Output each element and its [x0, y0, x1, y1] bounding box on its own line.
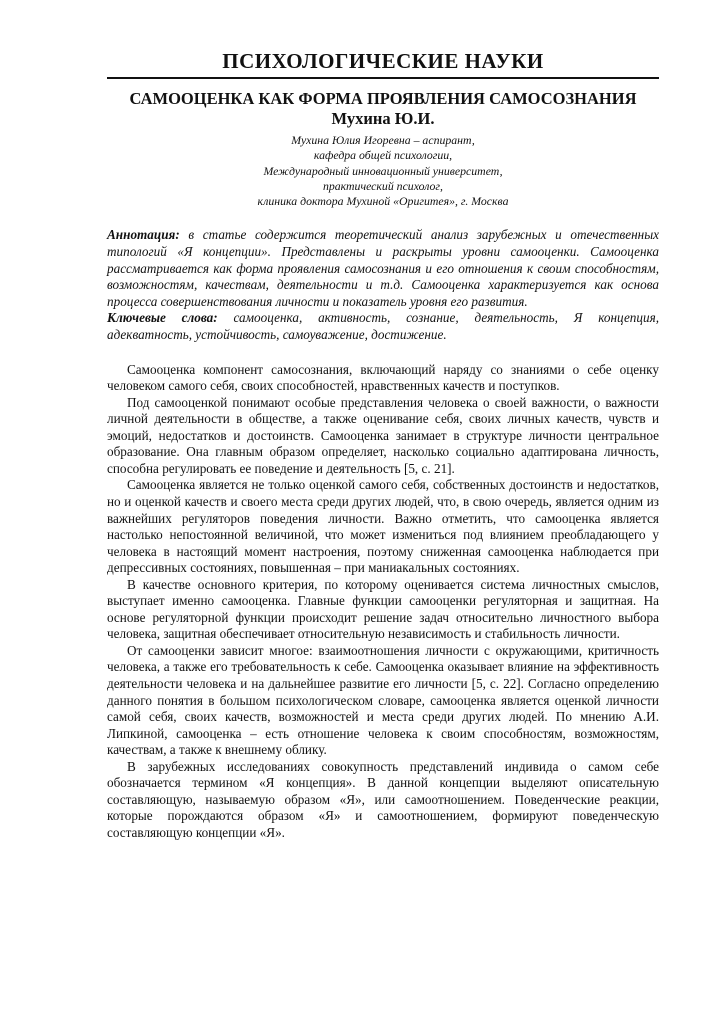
abstract-label: Аннотация:	[107, 227, 180, 243]
abstract	[107, 227, 659, 310]
body-paragraph: Самооценка является не только оценкой самого себя, собственных достоинств и недостатков, но и оценкой качеств и своего места среди других людей, что, в свою очередь, является одним из важнейших регуляторов поведения личности. Важно отметить, что самооценка является настолько непостоянной величиной, что может измениться под влиянием преобладающего у человека в настоящий момент настроения, поэтому сниженная самооценка наблюдается при депрессивных состояниях, повышенная – при маниакальных состояниях.	[107, 477, 659, 576]
body-paragraph: В качестве основного критерия, по которому оценивается система личностных смыслов, выступает именно самооценка. Главные функции самооценки регуляторная и защитная. На основе регуляторной функции происходит решение задач относительно личностного выбора человека, защитная обеспечивает относительную независимость и стабильность личности.	[107, 576, 659, 642]
affiliation-line: Мухина Юлия Игоревна – аспирант,	[291, 133, 475, 147]
body-paragraph: От самооценки зависит многое: взаимоотношения личности с окружающими, критичность человека, а также его требовательность к себе. Самооценка оказывает влияние на эффективность деятельности человека и на дальнейшее развитие его личности [5, с. 22]. Согласно определению данного понятия в большом психологическом словаре, самооценка является оценкой личности самой себя, своих качеств, возможностей и места среди других людей. По мнению А.И. Липкиной, самооценка – есть отношение человека к своим способностям, возможностям, качествам, а также к внешнему облику.	[107, 642, 659, 758]
keywords-text: самооценка, активность, сознание, деятельность, Я концепция, адекватность, устойчивость, самоуважение, достижение.	[107, 310, 660, 343]
affiliation-line: Международный инновационный университет,	[263, 163, 503, 178]
body-paragraph: Самооценка компонент самосознания, включающий наряду со знаниями о себе оценку человеком самого себя, своих способностей, нравственных качеств и поступков.	[107, 361, 659, 394]
body-paragraph: В зарубежных исследованиях совокупность представлений индивида о самом себе обозначается термином «Я концепция». В данной концепции выделяют описательную составляющую, называемую образом «Я», или самоотношением. Поведенческие реакции, которые порождаются образом «Я» и самоотношением, формируют поведенческую составляющую концепции «Я».	[107, 758, 659, 840]
article-body	[107, 362, 659, 842]
affiliation-line: практический психолог,	[322, 178, 443, 193]
affiliation-line: клиника доктора Мухиной «Оригитея», г. Москва	[257, 194, 509, 209]
body-paragraph: Под самооценкой понимают особые представления человека о своей важности, о важности личной деятельности в обществе, а также оценивание себя, своих личных качеств, чувств и эмоций, недостатков и достоинств. Самооценка занимает в структуре личности центральное образование. Она главным образом определяет, насколько социально адаптирована личность, способна регулировать ее поведение и деятельность [5, с. 21].	[107, 394, 659, 476]
journal-page	[107, 48, 659, 842]
keywords-label: Ключевые слова:	[107, 310, 218, 326]
header-rule	[107, 77, 659, 79]
author-name: Мухина Ю.И.	[331, 109, 435, 128]
author-affiliation	[107, 133, 659, 209]
affiliation-line: кафедра общей психологии,	[313, 148, 453, 163]
article-title: САМООЦЕНКА КАК ФОРМА ПРОЯВЛЕНИЯ САМОСОЗНАНИЯ	[129, 89, 637, 108]
abstract-text: в статье содержится теоретический анализ зарубежных и отечественных типологий «Я концепции». Представлены и раскрыты уровни самооценки. Самооценка рассматривается как форма проявления самосознания и его отношения к своим способностям, возможностям, качествам, деятельности и т.д. Самооценка характеризуется как основа процесса совершенствования личности и показатель уровня его развития.	[107, 227, 660, 309]
section-header: ПСИХОЛОГИЧЕСКИЕ НАУКИ	[222, 49, 544, 73]
keywords	[107, 310, 659, 343]
